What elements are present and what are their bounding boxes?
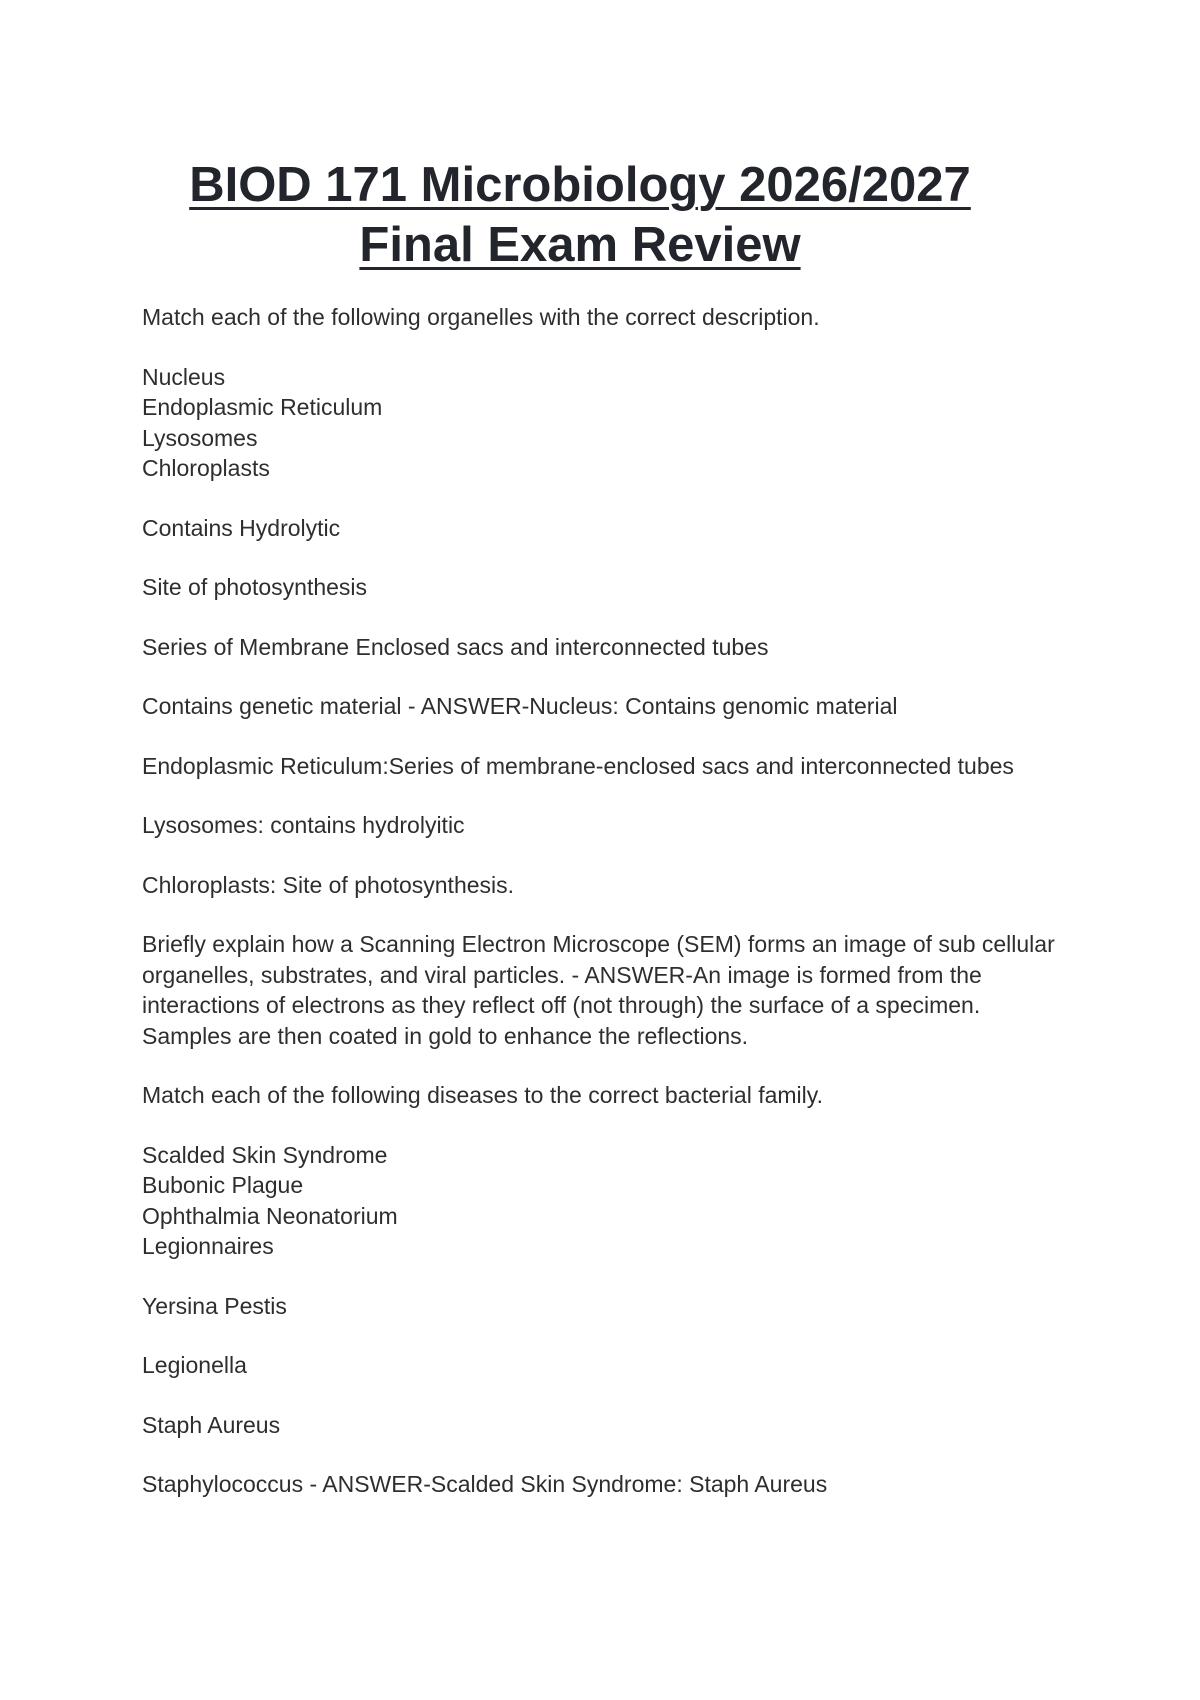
disease-item: Bubonic Plague <box>142 1172 304 1198</box>
organelle-item: Lysosomes <box>142 424 258 451</box>
organelle-item: Chloroplasts <box>142 455 270 481</box>
organelle-description: Contains Hydrolytic <box>142 514 341 541</box>
document-body <box>142 302 1062 1529</box>
title-line-2: Final Exam Review <box>359 218 801 272</box>
organelle-item: Endoplasmic Reticulum <box>142 394 383 420</box>
organelle-answer: Endoplasmic Reticulum:Series of membrane-enclosed sacs and interconnected tubes <box>142 752 1014 779</box>
question-3-prompt: Match each of the following diseases to the correct bacterial family. <box>142 1082 823 1108</box>
document-title <box>0 155 1160 275</box>
title-line-1: BIOD 171 Microbiology 2026/2027 <box>189 158 971 212</box>
bacterial-family: Staphylococcus - ANSWER-Scalded Skin Syndrome: Staph Aureus <box>142 1471 828 1497</box>
disease-item: Ophthalmia Neonatorium <box>142 1202 398 1229</box>
question-2-text: Briefly explain how a Scanning Electron Microscope (SEM) forms an image of sub cellular organelles, substrates, and viral particles. - ANSWER-An image is formed from the interactions of electrons as they reflect off (not through) the surface of a specimen. Samples are then coated in gold to enhance the reflections. <box>142 931 1055 1049</box>
organelle-description: Series of Membrane Enclosed sacs and interconnected tubes <box>142 633 769 660</box>
bacterial-family: Staph Aureus <box>142 1411 281 1438</box>
organelle-answer: Chloroplasts: Site of photosynthesis. <box>142 871 515 898</box>
bacterial-family: Legionella <box>142 1352 247 1378</box>
question-1-prompt: Match each of the following organelles with the correct description. <box>142 304 820 330</box>
organelle-list <box>142 362 1062 484</box>
disease-item: Legionnaires <box>142 1233 274 1259</box>
organelle-description: Site of photosynthesis <box>142 574 368 600</box>
organelle-item: Nucleus <box>142 363 226 390</box>
organelle-answer: Lysosomes: contains hydrolyitic <box>142 812 465 838</box>
disease-item: Scalded Skin Syndrome <box>142 1141 388 1168</box>
bacterial-family: Yersina Pestis <box>142 1292 287 1319</box>
organelle-description: Contains genetic material - ANSWER-Nucleus: Contains genomic material <box>142 693 898 719</box>
disease-list <box>142 1140 1062 1262</box>
